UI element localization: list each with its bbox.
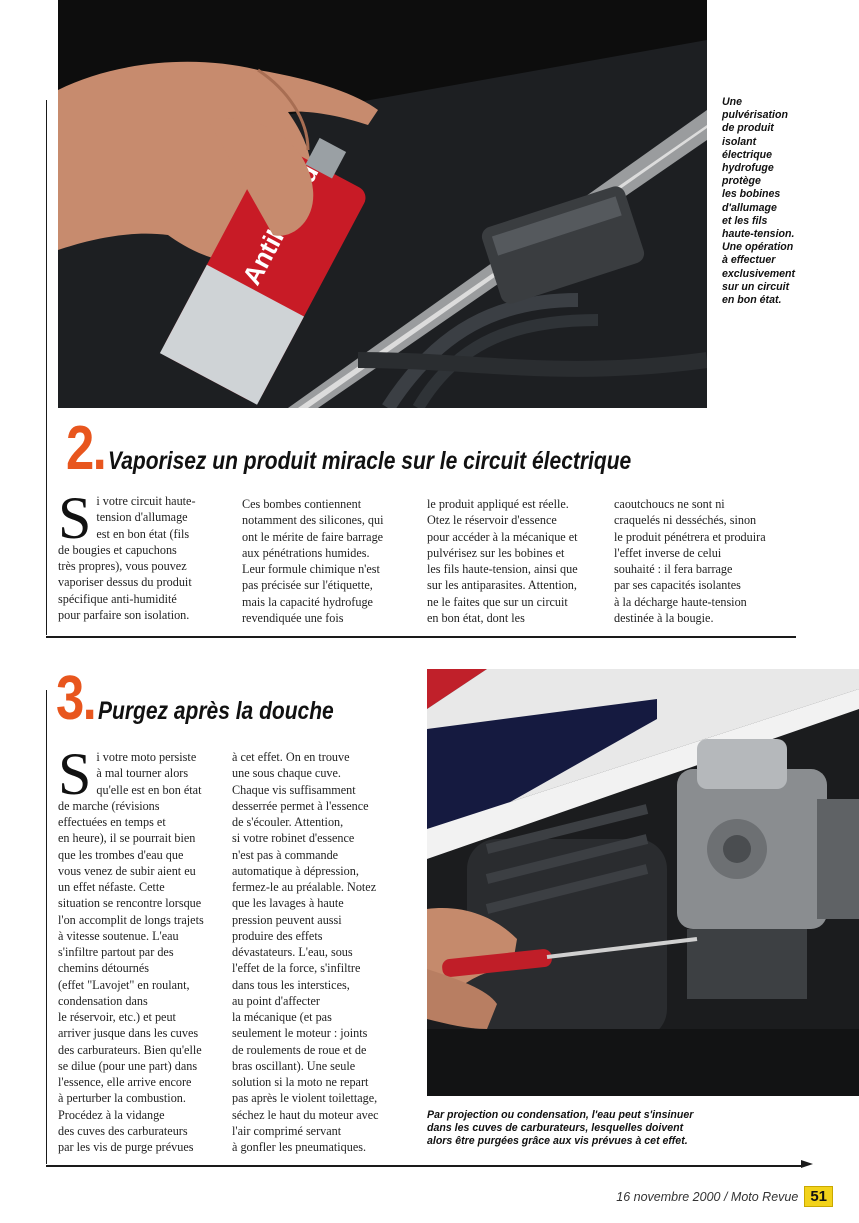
- section-divider-horizontal: [46, 636, 796, 638]
- dropcap: S: [58, 485, 92, 551]
- section-title: Vaporisez un produit miracle sur le circuit électrique: [107, 447, 631, 475]
- section-2-column-2: Ces bombes contiennent notamment des silicones, qui ont le mérite de faire barrage aux pénétrations humides. Leur formule chimique n'est pas précisée sur l'étiquette, mais la capacité hydrofuge revendiquée une fois: [242, 497, 384, 625]
- dropcap: S: [58, 741, 92, 807]
- carburetor-photo: [427, 669, 859, 1096]
- section-2-column-1: [58, 485, 218, 623]
- section-divider-vertical: [46, 100, 47, 635]
- footer-date-magazine: 16 novembre 2000 / Moto Revue: [616, 1189, 799, 1204]
- photo-caption-2: Par projection ou condensation, l'eau peut s'insinuer dans les cuves de carburateurs, lesquelles doivent alors être purgées grâce aux vis prévues à cet effet.: [427, 1109, 694, 1148]
- photo-caption-1: Une pulvérisation de produit isolant électrique hydrofuge protège les bobines d'allumage et les fils haute-tension. Une opération à effectuer exclusivement sur un circuit en bon état.: [722, 96, 796, 307]
- section-2-column-4: caoutchoucs ne sont ni craquelés ni desséchés, sinon le produit pénétrera et produira l'effet inverse de celui souhaité : il fera barrage par ses capacités isolantes à la décharge haute-tension destinée à la bougie.: [614, 497, 766, 625]
- carburetor-screwdriver-photo-icon: [427, 669, 859, 1096]
- page-bottom-rule: [46, 1165, 804, 1167]
- page-footer: [616, 1186, 833, 1207]
- section-divider-vertical: [46, 690, 47, 1164]
- section-2-heading: [66, 414, 731, 483]
- continue-arrow-icon: [801, 1160, 813, 1168]
- section-3-heading: [56, 664, 378, 733]
- section-number: 2.: [66, 414, 106, 483]
- column-text: i votre moto persiste à mal tourner alors qu'elle est en bon état de marche (révisions effectuées en temps et en heure), il se pourrait bien que les trombes d'eau que vous venez de subir aient eu un effet néfaste. Cette situation se rencontre lorsque l'on accomplit de longs trajets à vitesse soutenue. L'eau s'infiltre partout par des chemins détournés (effet "Lavojet" en roulant, condensation dans le réservoir, etc.) et peut arriver jusque dans les cuves des carburateurs. Bien qu'elle se dilue (pour une part) dans l'essence, elle arrive encore à perturber la combustion. Procédez à la vidange des cuves des carburateurs par les vis de purge prévues: [58, 750, 204, 1154]
- page-number-badge: 51: [804, 1186, 833, 1207]
- section-3-column-1: [58, 741, 224, 1155]
- section-title: Purgez après la douche: [97, 697, 334, 725]
- section-2-column-3: le produit appliqué est réelle. Otez le réservoir d'essence pour accéder à la mécanique et pulvérisez sur les bobines et les fils haute-tension, ainsi que sur les antiparasites. Attention, ne le faites que sur un circuit en bon état, dont les: [427, 497, 578, 625]
- spray-photo: [58, 0, 707, 408]
- spray-can-engine-photo-icon: [58, 0, 707, 408]
- section-3-column-2: à cet effet. On en trouve une sous chaque cuve. Chaque vis suffisamment desserrée permet à l'essence de s'écouler. Attention, si votre robinet d'essence n'est pas à commande automatique à dépression, fermez-le au préalable. Notez que les lavages à haute pression peuvent aussi produire des effets dévastateurs. L'eau, sous l'effet de la force, s'infiltre dans tous les interstices, au point d'affecter la mécanique (et pas seulement le moteur : joints de roulements de roue et de bras oscillant). Une seule solution si la moto ne repart pas après le violent toilettage, séchez le haut du moteur avec l'air comprimé servant à gonfler les pneumatiques.: [232, 750, 379, 1154]
- section-number: 3.: [56, 664, 96, 733]
- column-text: i votre circuit haute- tension d'allumage est en bon état (fils de bougies et capuchons très propres), vous pouvez vaporiser dessus du produit spécifique anti-humidité pour parfaire son isolation.: [58, 494, 196, 622]
